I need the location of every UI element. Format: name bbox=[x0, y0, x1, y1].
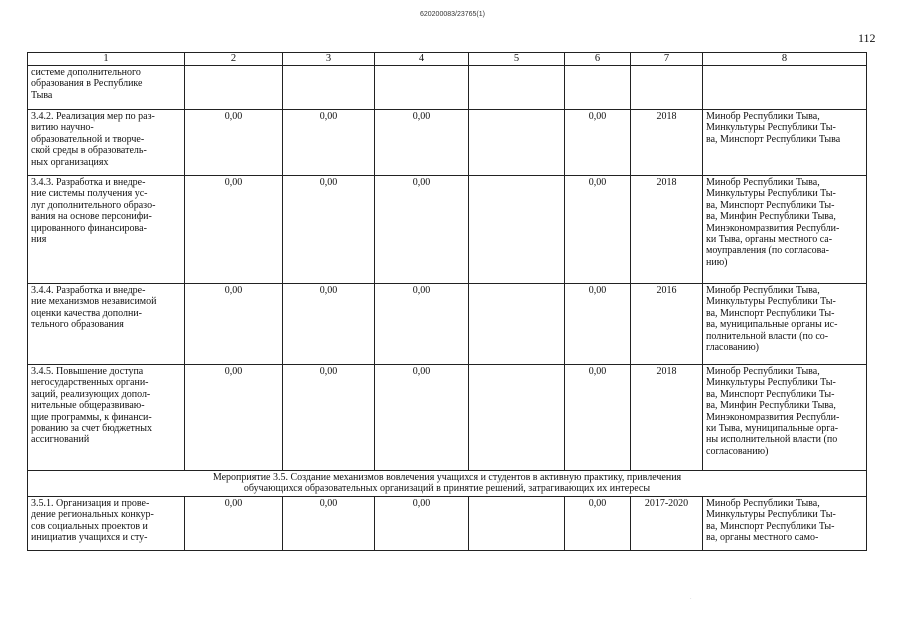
value-cell bbox=[283, 66, 375, 110]
value-cell bbox=[469, 284, 565, 365]
value-cell: 0,00 bbox=[565, 284, 631, 365]
value-cell: 0,00 bbox=[565, 365, 631, 471]
measure-name-cell: 3.4.2. Реализация мер по раз- витию научно- образовательной и творче- ской среды в образователь- ных организациях bbox=[28, 110, 185, 176]
executors-cell bbox=[703, 66, 867, 110]
measures-table bbox=[27, 52, 867, 551]
document-id: 620200083/23765(1) bbox=[419, 11, 485, 18]
executors-cell: Минобр Республики Тыва, Минкультуры Республики Ты- ва, Минспорт Республики Ты- ва, Минфин Республики Тыва, Минэкономразвития Республи- ки Тыва, муниципальные орга- ны исполнительной власти (по согласованию) bbox=[703, 365, 867, 471]
scan-artifact: · bbox=[690, 597, 692, 602]
year-cell: 2017-2020 bbox=[631, 497, 703, 551]
table-row bbox=[28, 110, 867, 176]
value-cell bbox=[469, 176, 565, 284]
executors-cell: Минобр Республики Тыва, Минкультуры Республики Ты- ва, Минспорт Республики Тыва bbox=[703, 110, 867, 176]
value-cell: 0,00 bbox=[565, 110, 631, 176]
year-cell: 2018 bbox=[631, 110, 703, 176]
measure-name-cell: 3.5.1. Организация и прове- дение региональных конкур- сов социальных проектов и инициатив учащихся и сту- bbox=[28, 497, 185, 551]
value-cell bbox=[469, 66, 565, 110]
value-cell: 0,00 bbox=[375, 365, 469, 471]
column-header: 8 bbox=[703, 53, 867, 66]
value-cell: 0,00 bbox=[375, 176, 469, 284]
year-cell: 2016 bbox=[631, 284, 703, 365]
value-cell: 0,00 bbox=[185, 110, 283, 176]
value-cell: 0,00 bbox=[185, 176, 283, 284]
year-cell bbox=[631, 66, 703, 110]
page-number: 112 bbox=[858, 31, 876, 45]
value-cell: 0,00 bbox=[565, 176, 631, 284]
section-heading: Мероприятие 3.5. Создание механизмов вовлечения учащихся и студентов в активную практику, привлечения обучающихся образовательных организаций в принятие решений, затрагивающих их интересы bbox=[28, 471, 867, 497]
table-row bbox=[28, 66, 867, 110]
value-cell: 0,00 bbox=[565, 497, 631, 551]
value-cell bbox=[565, 66, 631, 110]
executors-cell: Минобр Республики Тыва, Минкультуры Республики Ты- ва, Минспорт Республики Ты- ва, Минфин Республики Тыва, Минэкономразвития Республи- ки Тыва, органы местного са- моуправления (по согласова- нию) bbox=[703, 176, 867, 284]
value-cell: 0,00 bbox=[283, 365, 375, 471]
year-cell: 2018 bbox=[631, 176, 703, 284]
column-header: 7 bbox=[631, 53, 703, 66]
measure-name-cell: системе дополнительного образования в Республике Тыва bbox=[28, 66, 185, 110]
section-heading-row bbox=[28, 471, 867, 497]
value-cell: 0,00 bbox=[283, 110, 375, 176]
column-header: 1 bbox=[28, 53, 185, 66]
value-cell: 0,00 bbox=[185, 284, 283, 365]
measure-name-cell: 3.4.4. Разработка и внедре- ние механизмов независимой оценки качества дополни- тельного образования bbox=[28, 284, 185, 365]
value-cell: 0,00 bbox=[185, 365, 283, 471]
value-cell: 0,00 bbox=[375, 284, 469, 365]
measure-name-cell: 3.4.3. Разработка и внедре- ние системы получения ус- луг дополнительного образо- вания на основе персонифи- цированного финансирова- ния bbox=[28, 176, 185, 284]
year-cell: 2018 bbox=[631, 365, 703, 471]
column-header: 5 bbox=[469, 53, 565, 66]
value-cell: 0,00 bbox=[283, 284, 375, 365]
value-cell bbox=[375, 66, 469, 110]
table-row bbox=[28, 176, 867, 284]
value-cell: 0,00 bbox=[185, 497, 283, 551]
value-cell bbox=[469, 365, 565, 471]
value-cell: 0,00 bbox=[375, 497, 469, 551]
column-header: 6 bbox=[565, 53, 631, 66]
table-header-row bbox=[28, 53, 867, 66]
value-cell bbox=[469, 497, 565, 551]
column-header: 2 bbox=[185, 53, 283, 66]
value-cell bbox=[185, 66, 283, 110]
column-header: 4 bbox=[375, 53, 469, 66]
column-header: 3 bbox=[283, 53, 375, 66]
executors-cell: Минобр Республики Тыва, Минкультуры Республики Ты- ва, Минспорт Республики Ты- ва, органы местного само- bbox=[703, 497, 867, 551]
table-row bbox=[28, 284, 867, 365]
value-cell: 0,00 bbox=[283, 497, 375, 551]
value-cell: 0,00 bbox=[283, 176, 375, 284]
measure-name-cell: 3.4.5. Повышение доступа негосударственных органи- заций, реализующих допол- нительные общеразвиваю- щие программы, к финанси- рованию за счет бюджетных ассигнований bbox=[28, 365, 185, 471]
executors-cell: Минобр Республики Тыва, Минкультуры Республики Ты- ва, Минспорт Республики Ты- ва, муниципальные органы ис- полнительной власти (по со- гласованию) bbox=[703, 284, 867, 365]
table-row bbox=[28, 497, 867, 551]
value-cell bbox=[469, 110, 565, 176]
value-cell: 0,00 bbox=[375, 110, 469, 176]
table-row bbox=[28, 365, 867, 471]
